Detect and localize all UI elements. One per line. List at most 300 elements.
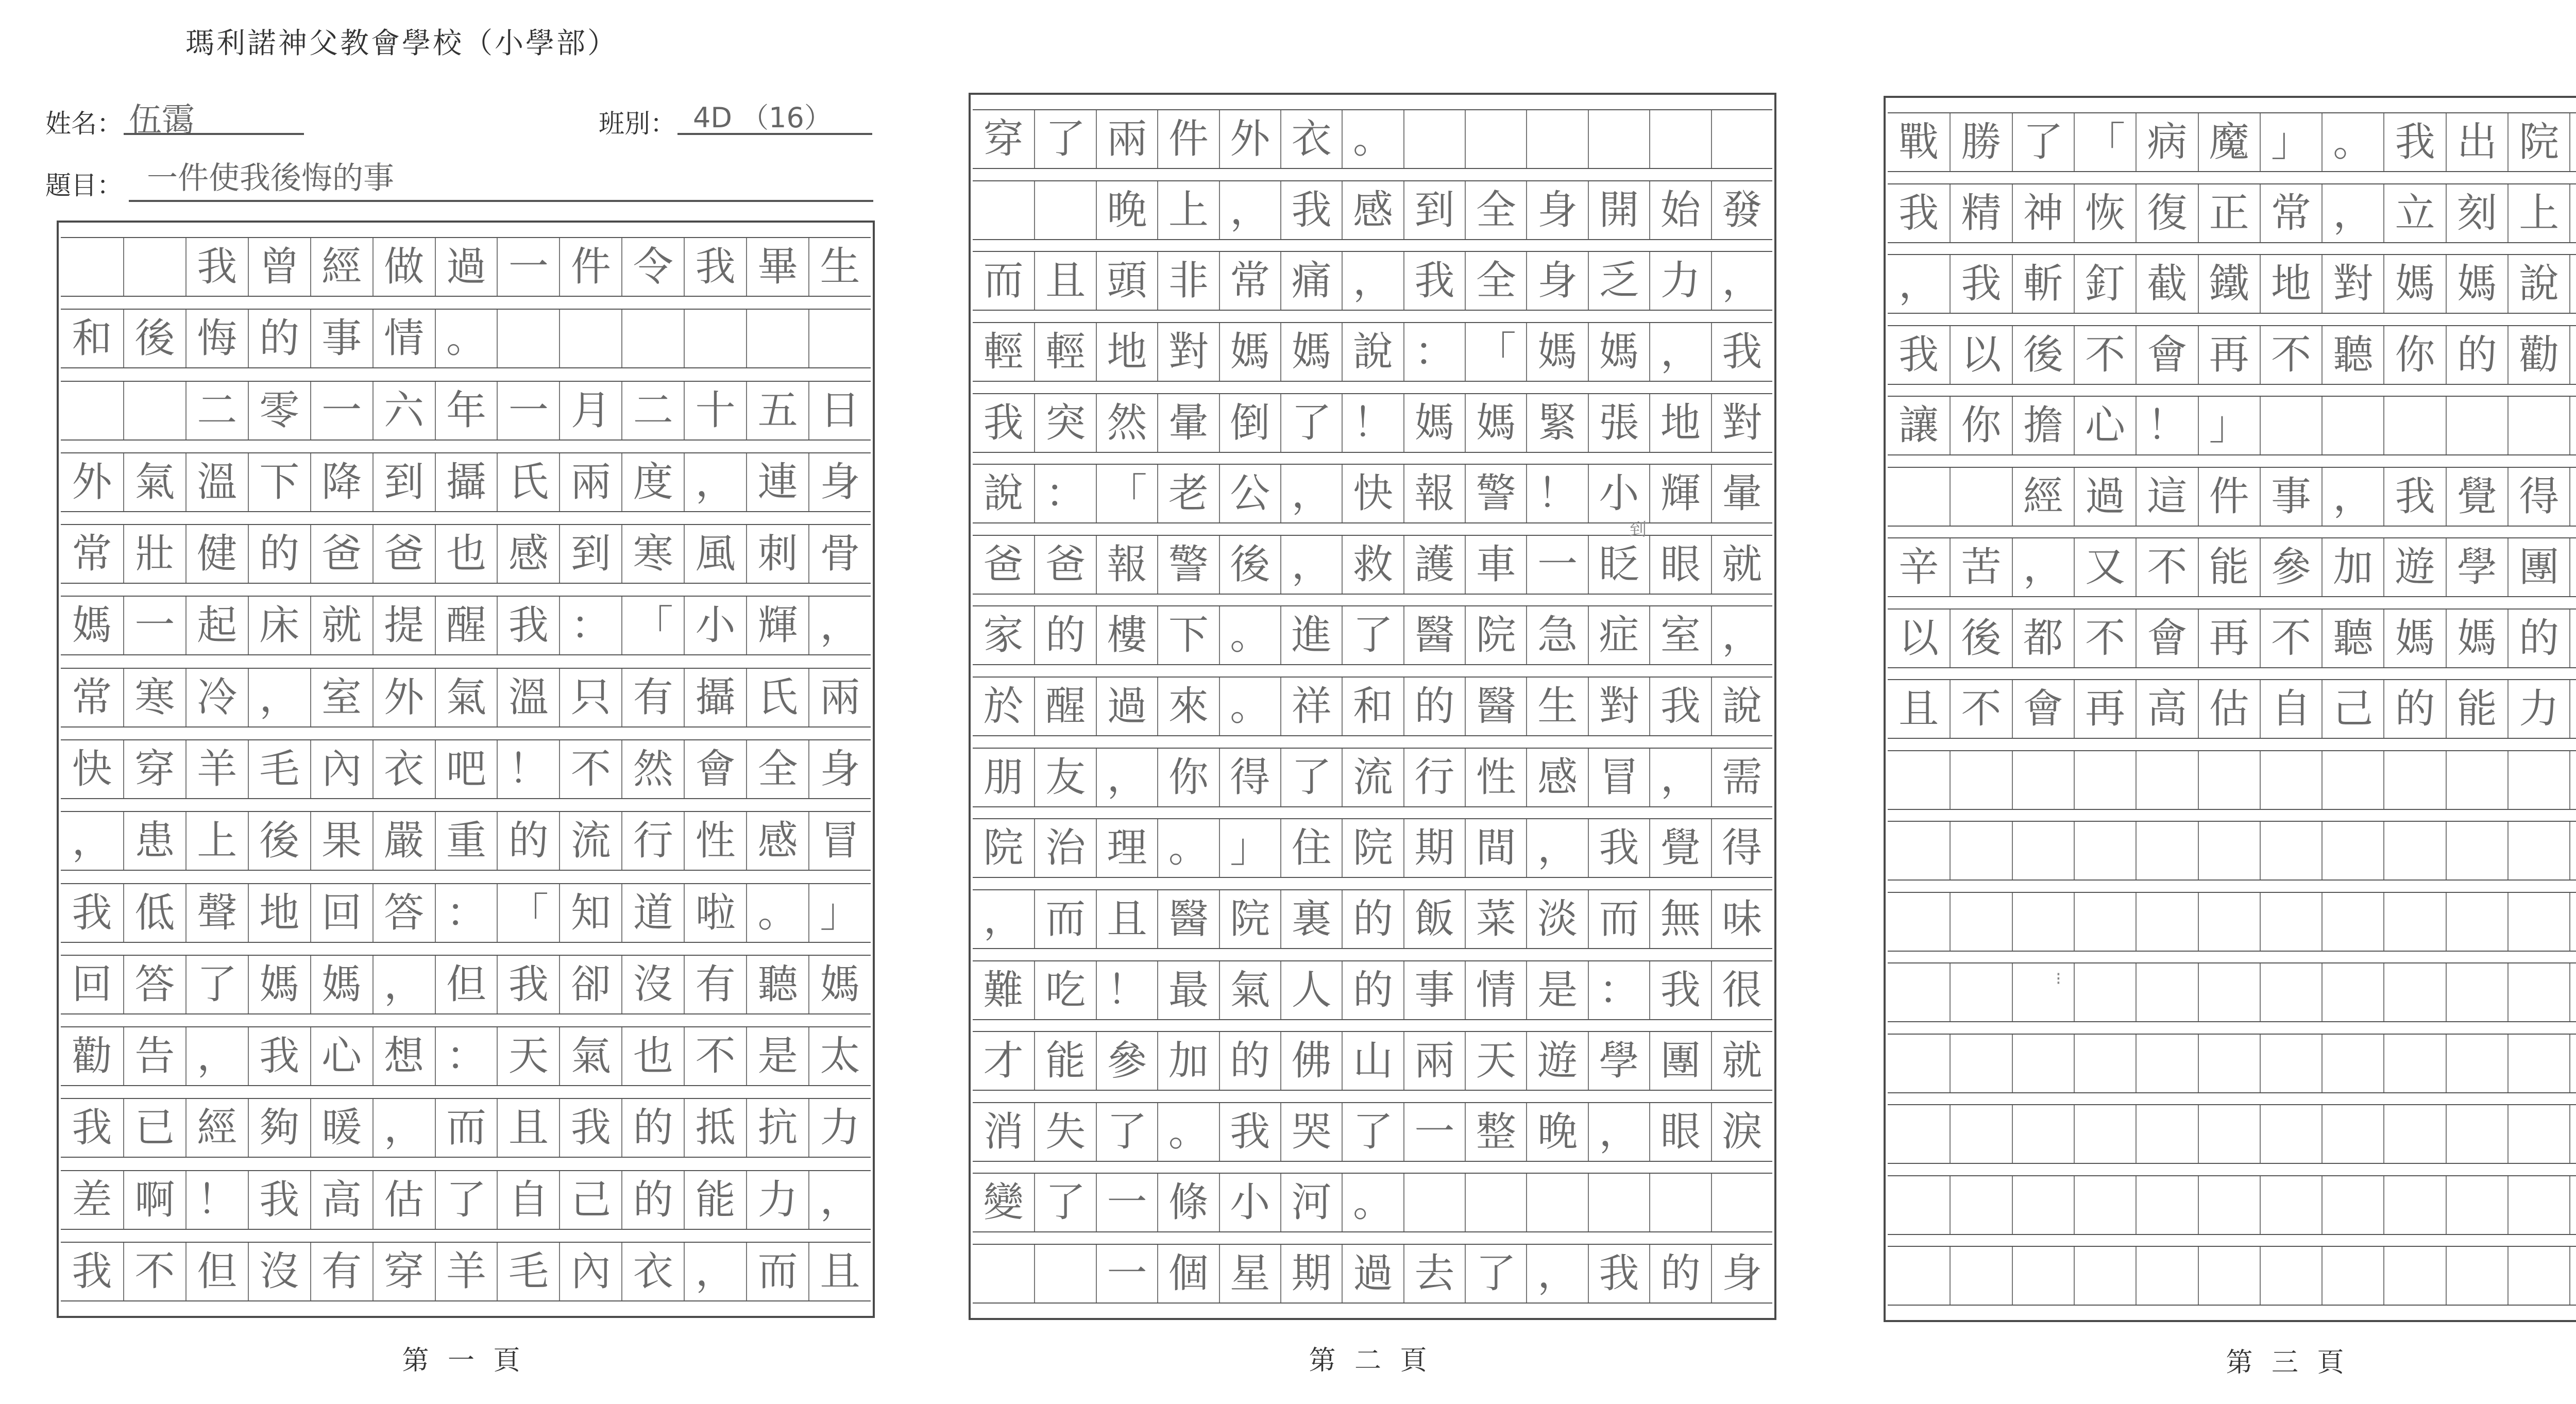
grid-cell [1950, 751, 2011, 809]
grid-cell: 淚 [1711, 1103, 1772, 1161]
grid-row [1888, 1034, 2576, 1093]
grid-cell: 乏 [1588, 252, 1649, 310]
grid-cell: 我 [248, 1027, 310, 1085]
grid-cell: 估 [372, 1171, 435, 1229]
grid-cell: 後 [1219, 536, 1280, 594]
grid-cell: 道 [621, 884, 684, 942]
grid-cell: ！ [185, 1171, 248, 1229]
grid-cell: 小 [1219, 1174, 1280, 1231]
grid-cell: 救 [1342, 536, 1403, 594]
grid-cell: ， [72, 818, 112, 865]
grid-cell: 和 [72, 315, 112, 362]
grid-cell: ： [435, 884, 497, 942]
grid-cell [2198, 1105, 2260, 1163]
name-underline [124, 133, 304, 135]
grid-cell: 穿 [983, 116, 1024, 162]
grid-cell: ， [983, 895, 1024, 942]
grid-cell: 己 [559, 1171, 621, 1229]
grid-cell: 後 [123, 310, 185, 367]
grid-cell: 寒 [621, 525, 684, 583]
grid-cell: 我 [1403, 252, 1465, 310]
grid-cell [2136, 893, 2197, 951]
grid-cell: 辛 [1899, 544, 1939, 590]
grid-cell: ！ [1342, 394, 1403, 452]
grid-cell: 吧 [435, 740, 497, 798]
grid-row [973, 535, 1772, 595]
grid-cell: 事 [1403, 961, 1465, 1019]
grid-cell: 失 [1034, 1103, 1095, 1161]
grid-cell: 你 [1950, 397, 2011, 454]
grid-cell [1950, 1247, 2011, 1305]
grid-cell: 淡 [1526, 890, 1587, 948]
grid-cell: ， [185, 1027, 248, 1085]
writing-sheet-page-1 [57, 221, 875, 1318]
grid-cell [2446, 1105, 2507, 1163]
grid-cell: 力 [746, 1171, 808, 1229]
grid-cell: 無 [1649, 890, 1710, 948]
grid-cell: 起 [185, 597, 248, 654]
grid-cell: 醒 [1034, 678, 1095, 735]
grid-cell: 經 [185, 1099, 248, 1157]
grid-cell: 差 [72, 1176, 112, 1223]
grid-row [61, 381, 871, 441]
grid-cell: 兩 [1096, 110, 1157, 168]
grid-cell: 快 [1342, 465, 1403, 522]
grid-cell: 高 [2136, 680, 2197, 738]
grid-cell: 想 [372, 1027, 435, 1085]
grid-cell: 。 [435, 310, 497, 367]
grid-cell: 而 [1034, 890, 1095, 948]
grid-cell [2507, 397, 2569, 454]
grid-cell: 我 [72, 1105, 112, 1152]
grid-cell: 晚 [1096, 181, 1157, 239]
grid-cell: 了 [1096, 1103, 1157, 1161]
grid-cell: 急 [1526, 606, 1587, 664]
grid-cell [497, 310, 559, 367]
grid-cell [1888, 893, 1950, 951]
grid-cell [2198, 822, 2260, 879]
grid-cell: 而 [983, 258, 1024, 305]
grid-cell: 期 [1403, 819, 1465, 877]
grid-cell [61, 238, 123, 296]
grid-cell: 的 [2383, 680, 2445, 738]
grid-cell [2321, 963, 2383, 1021]
grid-cell: 消 [983, 1108, 1024, 1155]
grid-row [1888, 962, 2576, 1022]
grid-cell: 沒 [621, 956, 684, 1013]
grid-cell: 的 [248, 525, 310, 583]
grid-cell: 再 [2198, 326, 2260, 384]
grid-cell: 對 [1157, 323, 1218, 381]
grid-cell: 。 [1342, 1174, 1403, 1231]
grid-cell [2074, 1247, 2136, 1305]
grid-row [61, 1098, 871, 1158]
grid-cell [2446, 1176, 2507, 1234]
grid-cell: 地 [2260, 255, 2321, 313]
grid-cell: 爸 [372, 525, 435, 583]
grid-cell: 溫 [185, 453, 248, 511]
grid-cell [2507, 1176, 2569, 1234]
grid-cell [1649, 1174, 1710, 1231]
grid-cell: 你 [1157, 749, 1218, 806]
grid-cell: 十 [684, 382, 746, 439]
grid-cell: ！ [497, 740, 559, 798]
grid-cell: 的 [248, 310, 310, 367]
grid-cell [2383, 963, 2445, 1021]
grid-cell: 星 [1219, 1245, 1280, 1302]
grid-cell: 衣 [1280, 110, 1342, 168]
grid-cell: 聽 [746, 956, 808, 1013]
grid-cell: 壯 [123, 525, 185, 583]
grid-cell: 身 [1526, 181, 1587, 239]
grid-cell [2569, 255, 2576, 313]
grid-cell [2074, 1035, 2136, 1092]
class-value: 4D （16） [693, 102, 832, 134]
grid-cell: 做 [372, 238, 435, 296]
grid-cell: 一 [497, 238, 559, 296]
grid-cell: 對 [2321, 255, 2383, 313]
grid-cell: 小 [1588, 465, 1649, 522]
grid-cell: 參 [1096, 1032, 1157, 1090]
grid-cell [1888, 1176, 1950, 1234]
grid-cell: 會 [2012, 680, 2074, 738]
grid-cell [2446, 822, 2507, 879]
grid-cell [2569, 397, 2576, 454]
grid-cell: 會 [684, 740, 746, 798]
page-footer-3: 第 三 頁 [2226, 1347, 2349, 1378]
grid-cell: 力 [2507, 680, 2569, 738]
grid-cell: 苦 [1950, 538, 2011, 596]
grid-cell: 後 [248, 812, 310, 870]
grid-cell [1888, 1247, 1950, 1305]
grid-cell: 件 [1157, 110, 1218, 168]
grid-cell: 媽 [2446, 255, 2507, 313]
writing-sheet-page-2 [969, 93, 1776, 1320]
grid-cell: 院 [1219, 890, 1280, 948]
grid-cell [2569, 822, 2576, 879]
grid-cell [1588, 110, 1649, 168]
grid-cell: 過 [1096, 678, 1157, 735]
grid-row [1888, 1246, 2576, 1306]
grid-cell: 。 [1157, 1103, 1218, 1161]
grid-cell: 夠 [248, 1099, 310, 1157]
grid-cell: 對 [1711, 394, 1772, 452]
grid-cell: 感 [1526, 749, 1587, 806]
grid-cell [1711, 110, 1772, 168]
grid-cell: 但 [435, 956, 497, 1013]
grid-cell: 我 [1649, 961, 1710, 1019]
grid-cell: 媽 [1280, 323, 1342, 381]
grid-cell: 能 [684, 1171, 746, 1229]
grid-cell: 度 [621, 453, 684, 511]
grid-cell: 參 [2260, 538, 2321, 596]
grid-cell: 媽 [1403, 394, 1465, 452]
grid-row [973, 1102, 1772, 1162]
grid-cell [2383, 1176, 2445, 1234]
grid-cell: 警 [1465, 465, 1526, 522]
grid-cell: 再 [2198, 610, 2260, 667]
grid-cell: 患 [123, 812, 185, 870]
grid-cell: 出 [2446, 113, 2507, 171]
grid-cell: 行 [1403, 749, 1465, 806]
grid-cell [123, 382, 185, 439]
grid-cell: ， [1526, 1245, 1587, 1302]
grid-cell [2074, 1105, 2136, 1163]
grid-cell: 五 [746, 382, 808, 439]
grid-cell: 朋 [983, 754, 1024, 801]
grid-cell: 我 [185, 238, 248, 296]
grid-cell [973, 181, 1034, 239]
grid-cell: 性 [1465, 749, 1526, 806]
grid-cell: 而 [1588, 890, 1649, 948]
grid-cell: 的 [621, 1171, 684, 1229]
grid-cell [123, 238, 185, 296]
grid-cell: 說 [1342, 323, 1403, 381]
grid-cell [2446, 1035, 2507, 1092]
grid-row [61, 596, 871, 655]
grid-cell [2507, 963, 2569, 1021]
grid-row [973, 748, 1772, 807]
grid-cell: 太 [808, 1027, 871, 1085]
grid-cell [2198, 1176, 2260, 1234]
grid-cell [2446, 1247, 2507, 1305]
grid-cell: 會 [2136, 610, 2197, 667]
grid-cell [2260, 1035, 2321, 1092]
grid-row [1888, 325, 2576, 385]
grid-cell: 了 [1465, 1245, 1526, 1302]
grid-cell [1950, 963, 2011, 1021]
grid-cell: 一 [1403, 1103, 1465, 1161]
grid-cell: 我 [1588, 1245, 1649, 1302]
grid-cell [1465, 1174, 1526, 1231]
grid-cell: 哭 [1280, 1103, 1342, 1161]
grid-cell: 告 [123, 1027, 185, 1085]
grid-cell: 外 [72, 459, 112, 505]
grid-cell: 我 [684, 238, 746, 296]
grid-cell: 醒 [435, 597, 497, 654]
grid-cell: 而 [746, 1243, 808, 1300]
grid-cell [973, 1245, 1034, 1302]
grid-cell [1526, 1174, 1587, 1231]
grid-cell: 了 [1342, 1103, 1403, 1161]
grid-cell: ， [808, 597, 871, 654]
grid-row [1888, 750, 2576, 810]
grid-cell [2507, 1105, 2569, 1163]
grid-cell: 眼 [1649, 536, 1710, 594]
grid-cell [621, 310, 684, 367]
grid-cell: 我 [72, 889, 112, 936]
grid-cell: 能 [1034, 1032, 1095, 1090]
grid-cell: 攝 [435, 453, 497, 511]
page-footer-1: 第 一 頁 [402, 1345, 526, 1376]
grid-row [61, 739, 871, 799]
grid-cell: 曾 [248, 238, 310, 296]
grid-cell: 了 [1280, 394, 1342, 452]
grid-cell: 需 [1711, 749, 1772, 806]
grid-cell: 有 [684, 956, 746, 1013]
grid-cell: 進 [1280, 606, 1342, 664]
grid-cell: 我 [1899, 331, 1939, 378]
grid-cell: 且 [1899, 686, 1939, 732]
grid-cell: ， [1588, 1103, 1649, 1161]
grid-cell: 一 [1096, 1174, 1157, 1231]
grid-cell: 味 [1711, 890, 1772, 948]
grid-cell: 醫 [1465, 678, 1526, 735]
grid-cell: 爸 [1034, 536, 1095, 594]
grid-cell: 聽 [2321, 610, 2383, 667]
grid-cell: ， [1899, 261, 1939, 307]
grid-cell: 身 [1711, 1245, 1772, 1302]
grid-cell: 。 [2321, 113, 2383, 171]
grid-cell: 刻 [2446, 184, 2507, 242]
grid-cell [2569, 326, 2576, 384]
grid-cell [2074, 822, 2136, 879]
grid-cell [559, 310, 621, 367]
grid-cell: 我 [983, 399, 1024, 446]
grid-cell: 毛 [248, 740, 310, 798]
grid-cell: 過 [2074, 468, 2136, 526]
grid-cell [2507, 1035, 2569, 1092]
grid-cell [2260, 963, 2321, 1021]
grid-cell: 身 [808, 453, 871, 511]
grid-cell: 。 [1219, 678, 1280, 735]
grid-cell: 得 [1219, 749, 1280, 806]
grid-cell: 六 [372, 382, 435, 439]
grid-cell: 覺 [2446, 468, 2507, 526]
grid-cell: ： [1403, 323, 1465, 381]
name-label: 姓名： [45, 109, 123, 139]
grid-cell: 去 [1403, 1245, 1465, 1302]
grid-cell: 友 [1034, 749, 1095, 806]
grid-cell: 裏 [1280, 890, 1342, 948]
grid-cell: 是 [746, 1027, 808, 1085]
grid-cell: 羊 [185, 740, 248, 798]
grid-cell: 但 [185, 1243, 248, 1300]
grid-cell: 媽 [1526, 323, 1587, 381]
grid-cell: 全 [1465, 252, 1526, 310]
grid-cell: 提 [372, 597, 435, 654]
grid-cell [2569, 610, 2576, 667]
grid-cell: ， [372, 956, 435, 1013]
grid-cell: 氣 [435, 669, 497, 726]
grid-cell: 「 [497, 884, 559, 942]
grid-cell [2012, 751, 2074, 809]
grid-cell: 天 [1465, 1032, 1526, 1090]
grid-cell: 常 [72, 531, 112, 578]
grid-cell: 聽 [2321, 326, 2383, 384]
grid-cell: 兩 [1403, 1032, 1465, 1090]
grid-cell [2321, 893, 2383, 951]
grid-cell [61, 382, 123, 439]
grid-cell: ， [1711, 252, 1772, 310]
grid-cell: 上 [185, 812, 248, 870]
grid-cell: 常 [72, 674, 112, 721]
grid-cell: 我 [559, 1099, 621, 1157]
grid-cell: 月 [559, 382, 621, 439]
grid-cell: ！ [1526, 465, 1587, 522]
grid-cell [2260, 1105, 2321, 1163]
grid-cell [2383, 751, 2445, 809]
grid-cell: 己 [2321, 680, 2383, 738]
grid-cell: 後 [1950, 610, 2011, 667]
grid-row [1888, 1104, 2576, 1164]
grid-cell: 自 [497, 1171, 559, 1229]
grid-cell [746, 310, 808, 367]
grid-cell: 畢 [746, 238, 808, 296]
grid-cell: 也 [621, 1027, 684, 1085]
grid-cell: 不 [2260, 610, 2321, 667]
grid-cell: 院 [983, 825, 1024, 872]
grid-cell: ， [808, 1171, 871, 1229]
grid-cell: 症 [1588, 606, 1649, 664]
grid-cell: 我 [2383, 113, 2445, 171]
grid-cell: 頭 [1096, 252, 1157, 310]
grid-row [61, 237, 871, 297]
grid-cell: 啊 [123, 1171, 185, 1229]
grid-cell: 常 [2260, 184, 2321, 242]
grid-cell: 零 [248, 382, 310, 439]
grid-cell: 連 [746, 453, 808, 511]
grid-cell: 啦 [684, 884, 746, 942]
grid-cell [2012, 1035, 2074, 1092]
grid-cell: 年 [435, 382, 497, 439]
grid-cell: 才 [983, 1038, 1024, 1085]
grid-cell: 全 [746, 740, 808, 798]
grid-cell: 就 [1711, 1032, 1772, 1090]
grid-cell: 情 [1465, 961, 1526, 1019]
grid-cell: 加 [2321, 538, 2383, 596]
school-name: 瑪利諾神父教會學校（小學部） [185, 27, 618, 60]
grid-cell: ， [1526, 819, 1587, 877]
grid-cell: 得 [1711, 819, 1772, 877]
grid-cell: ： [559, 597, 621, 654]
grid-cell: 過 [1342, 1245, 1403, 1302]
grid-cell [2507, 893, 2569, 951]
grid-row [973, 818, 1772, 878]
grid-cell: 嚴 [372, 812, 435, 870]
grid-cell: 的 [1034, 606, 1095, 664]
grid-cell [2260, 1247, 2321, 1305]
grid-cell: ： [1034, 465, 1095, 522]
grid-row [61, 811, 871, 871]
grid-cell: 魔 [2198, 113, 2260, 171]
grid-row [973, 1173, 1772, 1232]
grid-cell: 讓 [1899, 402, 1939, 449]
grid-row [973, 109, 1772, 169]
grid-cell: 團 [2507, 538, 2569, 596]
grid-cell [1526, 110, 1587, 168]
grid-cell: ， [1219, 181, 1280, 239]
grid-cell: ： [435, 1027, 497, 1085]
grid-cell: 有 [621, 669, 684, 726]
grid-cell [2321, 1176, 2383, 1234]
grid-cell: 。 [1157, 819, 1218, 877]
grid-cell: 輕 [1034, 323, 1095, 381]
grid-cell [2012, 1105, 2074, 1163]
grid-cell: 痛 [1280, 252, 1342, 310]
grid-cell: 整 [1465, 1103, 1526, 1161]
grid-cell: 床 [248, 597, 310, 654]
grid-cell: 難 [983, 967, 1024, 1013]
grid-cell [2569, 680, 2576, 738]
grid-cell: 健 [185, 525, 248, 583]
grid-row [973, 889, 1772, 949]
grid-cell: 地 [248, 884, 310, 942]
grid-cell: 而 [435, 1099, 497, 1157]
grid-cell: 不 [123, 1243, 185, 1300]
grid-cell [2260, 397, 2321, 454]
grid-cell: 的 [497, 812, 559, 870]
